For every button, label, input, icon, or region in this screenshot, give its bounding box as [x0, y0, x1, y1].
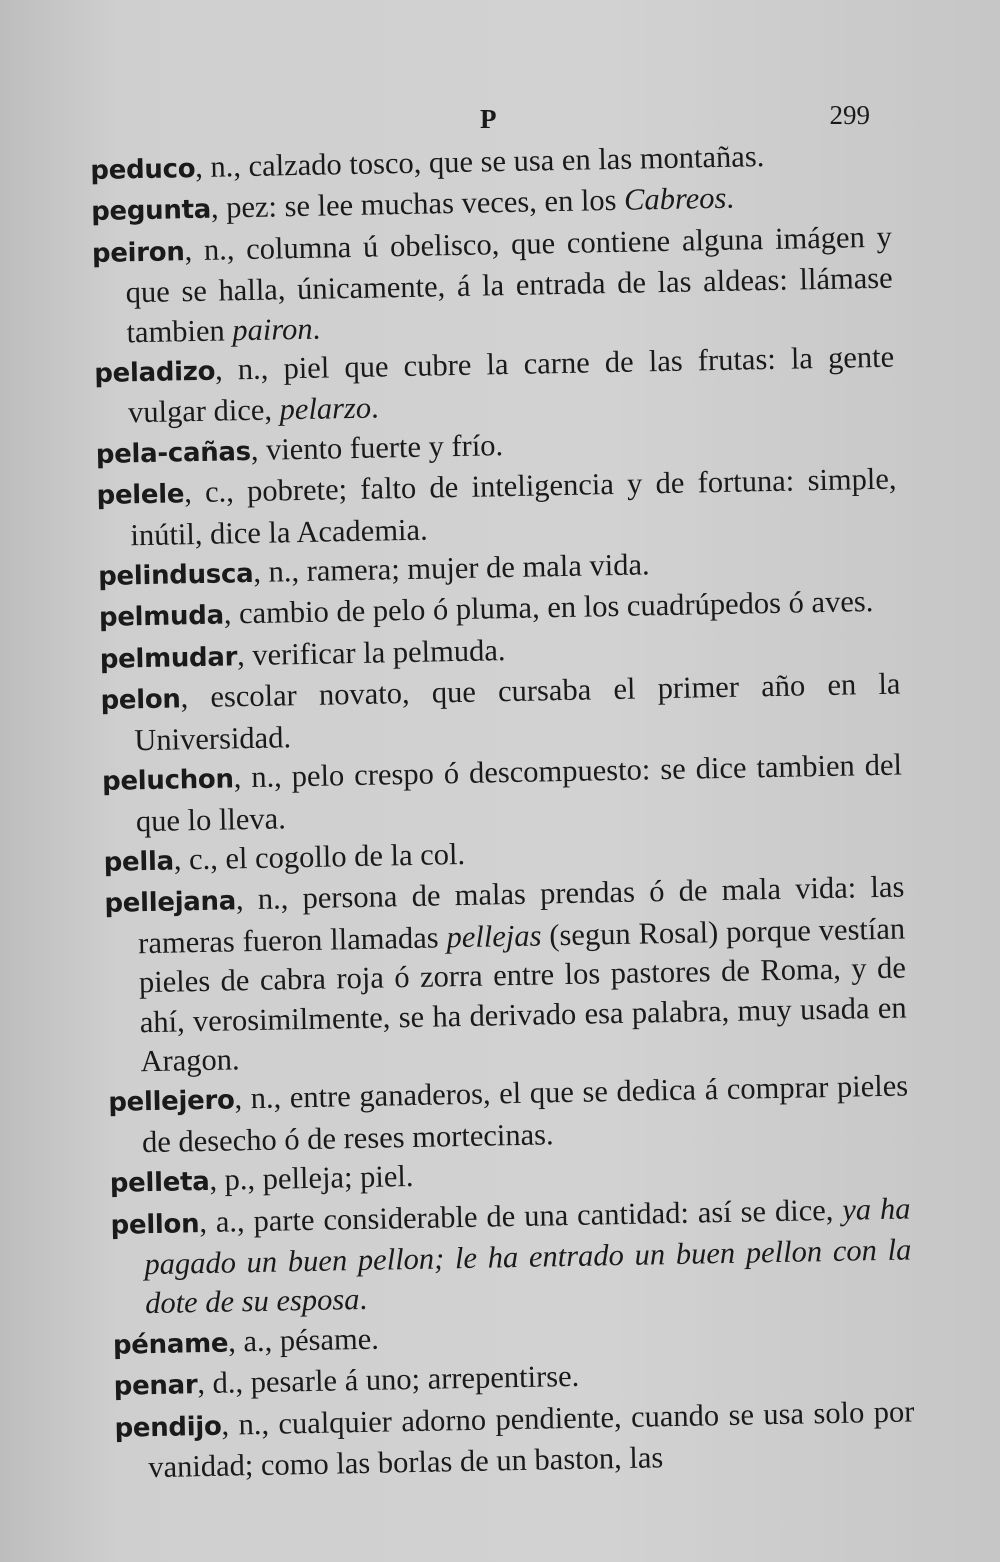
entry-definition: , escolar novato, que cursaba el primer año en la Universidad. — [134, 666, 901, 757]
entry-headword: pellon — [110, 1208, 200, 1241]
entry-definition: , cambio de pelo ó pluma, en los cuadrúpedos ó aves. — [223, 584, 874, 631]
entry-definition: , n., pelo crespo ó descompuesto: se dice tambien del que lo lleva. — [135, 747, 903, 838]
entry-headword: pelmudar — [99, 642, 238, 675]
entry-definition: , c., el cogollo de la col. — [173, 836, 466, 877]
entry-italic-text: pelarzo — [279, 391, 372, 427]
entry-definition: . — [726, 181, 735, 216]
dictionary-entry — [104, 868, 908, 1082]
dictionary-entry — [102, 746, 903, 842]
dictionary-entry — [110, 1189, 912, 1325]
entry-headword: peiron — [91, 237, 185, 269]
dictionary-entry — [94, 338, 895, 434]
entry-italic-text: Cabreos — [623, 181, 727, 218]
entry-headword: pela-cañas — [95, 436, 252, 470]
entry-list — [90, 135, 916, 1489]
entry-definition: . — [359, 1282, 368, 1317]
entry-definition: (segun Rosal) porque vestían pieles de cabra roja ó zorra entre los pastores de Roma, y de ahí, verosimilmente, se ha derivado esa palabra, muy usada en Aragon. — [138, 911, 907, 1079]
entry-italic-text: ya ha pagado un buen pellon; le ha entrado un buen pellon con la dote de su esposa — [144, 1191, 912, 1321]
entry-headword: peluchon — [101, 764, 234, 797]
entry-definition: , n., ramera; mujer de mala vida. — [252, 547, 650, 590]
entry-definition: , c., pobrete; falto de inteligencia y de fortuna: simple, inútil, dice la Academia. — [130, 461, 897, 552]
entry-definition: , verificar la pelmuda. — [236, 632, 506, 673]
entry-headword: pelon — [100, 684, 181, 717]
entry-definition: , viento fuerte y frío. — [250, 427, 504, 467]
entry-headword: peduco — [90, 153, 196, 186]
section-letter: P — [480, 104, 497, 134]
entry-headword: pegunta — [90, 195, 212, 228]
page-header — [90, 100, 890, 140]
page-number: 299 — [829, 100, 870, 130]
entry-definition: , d., pesarle á uno; arrepentirse. — [196, 1359, 580, 1401]
dictionary-entry — [114, 1392, 915, 1488]
entry-definition: , a., parte considerable de una cantidad: así se dice, — [198, 1192, 843, 1239]
entry-headword: pelele — [96, 479, 185, 512]
entry-definition: , n., persona de malas prendas ó de mala vida: las rameras fueron llamadas — [137, 869, 905, 960]
dictionary-entry — [96, 460, 897, 556]
entry-definition: . — [370, 390, 380, 426]
entry-italic-text: pellejas — [446, 918, 542, 955]
entry-headword: péname — [112, 1328, 229, 1361]
entry-definition: , a., pésame. — [227, 1321, 380, 1359]
dictionary-entry — [92, 217, 894, 353]
entry-headword: pelmuda — [98, 600, 225, 634]
entry-definition: , n., entre ganaderos, el que se dedica á comprar pieles de desecho ó de reses mortecinas. — [141, 1068, 909, 1159]
entry-definition: , n., columna ú obelisco, que contiene alguna imágen y que se halla, únicamente, á la entrada de las aldeas: llámase tambien — [125, 219, 893, 349]
entry-definition: , n., cualquier adorno pendiente, cuando se usa solo por vanidad; como las borlas de un baston, las — [147, 1394, 915, 1485]
entry-headword: penar — [113, 1370, 198, 1402]
dictionary-entry — [108, 1067, 909, 1163]
entry-definition: , n., piel que cubre la carne de las frutas: la gente vulgar dice, — [127, 339, 895, 430]
entry-definition: , pez: se lee muchas veces, en los — [210, 183, 625, 226]
entry-definition: . — [312, 311, 321, 346]
entry-headword: pelleta — [109, 1167, 210, 1199]
entry-headword: pendijo — [114, 1411, 222, 1444]
entry-definition: , p., pelleja; piel. — [209, 1159, 414, 1198]
dictionary-entry — [100, 665, 901, 761]
entry-headword: pelindusca — [97, 559, 254, 592]
entry-headword: pellejero — [108, 1085, 235, 1119]
entry-italic-text: pairon — [232, 311, 313, 347]
entry-definition: , n., calzado tosco, que se usa en las montañas. — [194, 139, 765, 184]
entry-headword: pellejana — [104, 886, 237, 920]
entry-headword: peladizo — [94, 356, 216, 389]
entry-headword: pella — [103, 846, 175, 878]
